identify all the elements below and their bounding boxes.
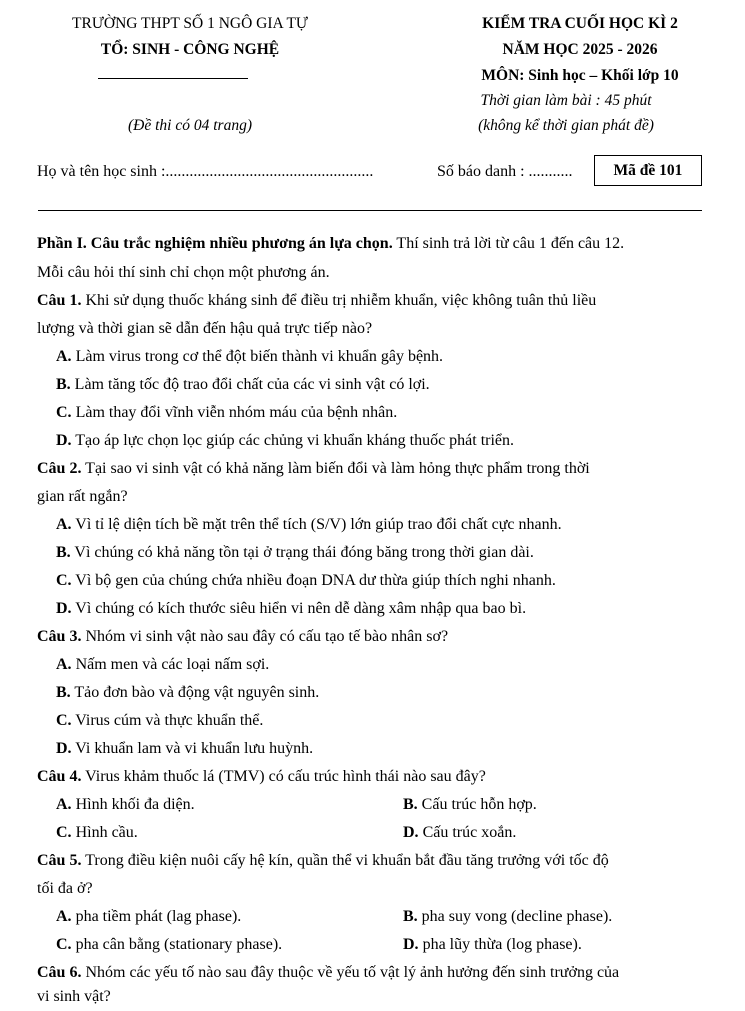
option-text: Làm tăng tốc độ trao đổi chất của các vi sinh vật có lợi. [70,376,430,393]
option-text: Cấu trúc hỗn hợp. [417,796,537,813]
question-label: Câu 2. [37,460,82,477]
option-key: B. [56,376,71,393]
question-text: Nhóm vi sinh vật nào sau đây có cấu tạo tế bào nhân sơ? [81,628,449,645]
option-text: Hình khối đa diện. [71,796,195,813]
option-text: Vì chúng có kích thước siêu hiển vi nên dễ dàng xâm nhập qua bao bì. [71,600,527,617]
option-key: C. [56,404,72,421]
question-label: Câu 6. [37,964,82,981]
question-text-cont: gian rất ngắn? [37,488,128,505]
option-key: B. [403,796,418,813]
option-a [56,347,443,367]
page-count-note: (Đề thi có 04 trang) [128,117,252,134]
question-label: Câu 1. [37,292,82,309]
option-key: A. [56,516,72,533]
option-key: C. [56,824,72,841]
exam-title: KIỂM TRA CUỐI HỌC KÌ 2 [482,15,678,32]
question-text-cont: lượng và thời gian sẽ dẫn đến hậu quả trực tiếp nào? [37,320,373,337]
question-label: Câu 3. [37,628,82,645]
question-text-cont: vi sinh vật? [37,988,111,1005]
question-text: Trong điều kiện nuôi cấy hệ kín, quần thể vi khuẩn bắt đầu tăng trưởng với tốc độ [81,852,609,869]
question-4 [37,763,717,791]
option-text: Vi khuẩn lam và vi khuẩn lưu huỳnh. [71,740,314,757]
option-c [56,935,282,955]
option-key: A. [56,656,72,673]
option-b [56,683,319,703]
option-text: Vì chúng có khả năng tồn tại ở trạng thái đóng băng trong thời gian dài. [70,544,534,561]
option-d [403,935,582,955]
question-label: Câu 4. [37,768,82,785]
option-c [56,571,556,591]
option-key: D. [56,432,72,449]
part1-heading [37,230,717,258]
option-key: B. [56,684,71,701]
question-text: Khi sử dụng thuốc kháng sinh để điều trị nhiễm khuẩn, việc không tuân thủ liều [81,292,597,309]
option-text: pha lũy thừa (log phase). [418,936,582,953]
option-c [56,711,263,731]
option-text: Vì bộ gen của chúng chứa nhiều đoạn DNA dư thừa giúp thích nghi nhanh. [71,572,556,589]
student-name-field: Họ và tên học sinh :.................................................... [37,163,374,180]
part1-instruction-2: Mỗi câu hỏi thí sinh chỉ chọn một phương án. [37,264,330,281]
option-text: Tảo đơn bào và động vật nguyên sinh. [70,684,320,701]
option-key: D. [403,824,419,841]
option-key: A. [56,796,72,813]
option-key: D. [403,936,419,953]
school-year: NĂM HỌC 2025 - 2026 [502,41,658,58]
option-key: C. [56,572,72,589]
option-a [56,515,562,535]
option-key: D. [56,740,72,757]
option-text: Nấm men và các loại nấm sợi. [71,656,270,673]
question-2 [37,455,717,483]
option-text: Vì tỉ lệ diện tích bề mặt trên thể tích (S/V) lớn giúp trao đổi chất cực nhanh. [71,516,562,533]
option-c [56,403,397,423]
part1-title: Phần I. Câu trắc nghiệm nhiều phương án lựa chọn. [37,235,393,252]
option-key: C. [56,936,72,953]
option-text: Hình cầu. [71,824,138,841]
part1-instruction: Thí sinh trả lời từ câu 1 đến câu 12. [392,235,625,252]
department-name: TỔ: SINH - CÔNG NGHỆ [100,41,280,58]
option-b [403,795,537,815]
option-d [56,739,313,759]
option-a [56,907,241,927]
option-text: Cấu trúc xoắn. [418,824,517,841]
option-d [403,823,516,843]
question-1 [37,287,717,315]
option-a [56,655,269,675]
question-text: Nhóm các yếu tố nào sau đây thuộc về yếu tố vật lý ảnh hưởng đến sinh trưởng của [81,964,620,981]
option-text: Tạo áp lực chọn lọc giúp các chủng vi khuẩn kháng thuốc phát triển. [71,432,515,449]
option-b [56,375,430,395]
student-id-field: Số báo danh : ........... [437,163,573,180]
option-key: A. [56,908,72,925]
option-text: Làm virus trong cơ thể đột biến thành vi khuẩn gây bệnh. [71,348,444,365]
question-3 [37,623,717,651]
question-text-cont: tối đa ở? [37,880,93,897]
header-divider-left [98,78,248,79]
school-name: TRƯỜNG THPT SỐ 1 NGÔ GIA TỰ [72,15,308,32]
option-b [56,543,534,563]
duration-note: (không kể thời gian phát đề) [478,117,654,134]
question-label: Câu 5. [37,852,82,869]
option-key: B. [56,544,71,561]
option-key: B. [403,908,418,925]
question-text: Tại sao vi sinh vật có khả năng làm biến đổi và làm hỏng thực phẩm trong thời [81,460,590,477]
option-d [56,431,514,451]
option-text: pha tiềm phát (lag phase). [71,908,242,925]
option-text: Virus cúm và thực khuẩn thể. [71,712,264,729]
option-c [56,823,138,843]
option-key: C. [56,712,72,729]
option-key: D. [56,600,72,617]
option-a [56,795,195,815]
exam-code-box: Mã đề 101 [594,155,702,186]
option-b [403,907,612,927]
section-divider [38,210,702,211]
option-text: Làm thay đổi vĩnh viễn nhóm máu của bệnh nhân. [71,404,398,421]
question-5 [37,847,717,875]
subject-line: MÔN: Sinh học – Khối lớp 10 [481,67,679,84]
option-text: pha cân bằng (stationary phase). [71,936,283,953]
question-text: Virus khảm thuốc lá (TMV) có cấu trúc hình thái nào sau đây? [81,768,486,785]
exam-duration: Thời gian làm bài : 45 phút [480,92,652,109]
option-key: A. [56,348,72,365]
option-d [56,599,526,619]
option-text: pha suy vong (decline phase). [417,908,613,925]
